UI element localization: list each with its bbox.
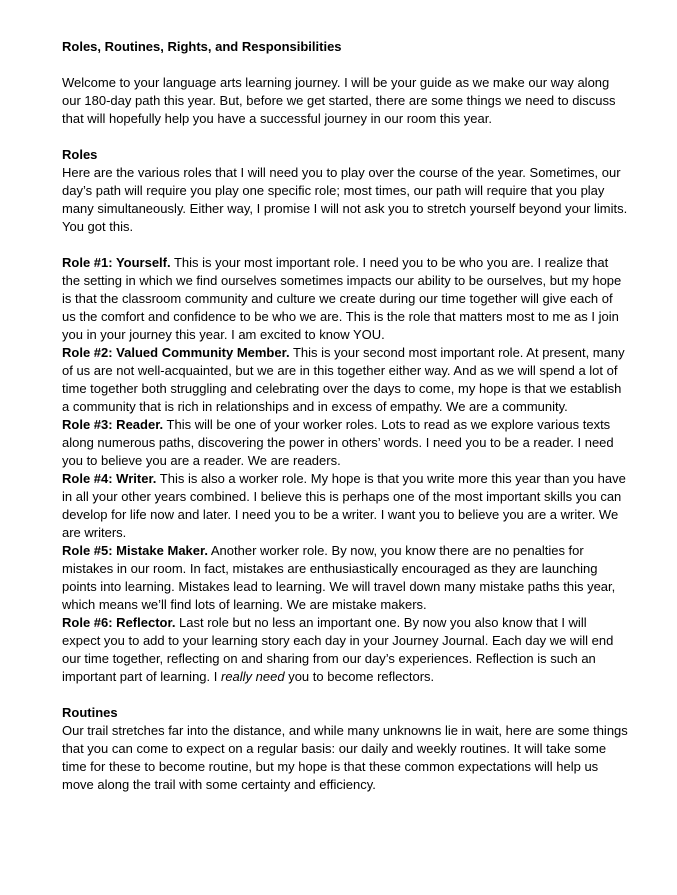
role-6-label: Role #6: Reflector. [62, 615, 176, 630]
document-title: Roles, Routines, Rights, and Responsibilities [62, 39, 342, 54]
spacer [62, 236, 628, 254]
role-6-paragraph [62, 614, 628, 686]
role-2-label: Role #2: Valued Community Member. [62, 345, 290, 360]
spacer [62, 128, 628, 146]
role-6-text-before: Last role but no less an important one. By now you also know that I will expect you to add to your learning story each day in your Journey Journal. Each day we will end our time together, reflecting on and sharing from our day’s experiences. Reflection is such an important part of learning. I [62, 615, 614, 684]
spacer [62, 56, 628, 74]
role-3-paragraph [62, 416, 628, 470]
document-page [62, 38, 628, 794]
role-1-text: This is your most important role. I need you to be who you are. I realize that the setting in which we find ourselves sometimes impacts our ability to be ourselves, but my hope is that the classroom community and culture we create during our time together will give each of us the comfort and confidence to be who we are. This is the role that matters most to me as I join you in your journey this year. I am excited to know YOU. [62, 255, 622, 342]
role-2-paragraph [62, 344, 628, 416]
role-5-label: Role #5: Mistake Maker. [62, 543, 208, 558]
role-6-emphasis: really need [220, 669, 285, 684]
role-4-label: Role #4: Writer. [62, 471, 157, 486]
role-5-paragraph [62, 542, 628, 614]
role-6-text-after: you to become reflectors. [284, 669, 435, 684]
roles-intro-paragraph: Here are the various roles that I will need you to play over the course of the year. Sometimes, our day’s path will require you play one specific role; most times, our path will require that you play many simultaneously. Either way, I promise I will not ask you to stretch yourself beyond your limits. You got this. [62, 165, 628, 234]
role-5-text: Another worker role. By now, you know there are no penalties for mistakes in our room. In fact, mistakes are enthusiastically encouraged as they are launching points into learning. Mistakes lead to learning. We will travel down many mistake paths this year, which means we’ll find lots of learning. We are mistake makers. [62, 543, 616, 612]
role-1-label: Role #1: Yourself. [62, 255, 171, 270]
routines-paragraph: Our trail stretches far into the distance, and while many unknowns lie in wait, here are some things that you can come to expect on a regular basis: our daily and weekly routines. It will take some time for these to become routine, but my hope is that these common expectations will help us move along the trail with some certainty and efficiency. [62, 723, 628, 792]
role-2-text: This is your second most important role. At present, many of us are not well-acquainted, but we are in this together either way. And as we will spend a lot of time together both struggling and celebrating over the days to come, my hope is that we establish a community that is rich in relationships and in excess of empathy. We are a community. [62, 345, 625, 414]
role-1-paragraph [62, 254, 628, 344]
role-3-label: Role #3: Reader. [62, 417, 164, 432]
spacer [62, 686, 628, 704]
role-3-text: This will be one of your worker roles. Lots to read as we explore various texts along numerous paths, discovering the power in others’ words. I need you to be a reader. I need you to believe you are a reader. We are readers. [62, 417, 614, 468]
role-4-text: This is also a worker role. My hope is that you write more this year than you have in all your other years combined. I believe this is perhaps one of the most important skills you can develop for life now and later. I need you to be a writer. I want you to believe you are a writer. We are writers. [62, 471, 626, 540]
roles-heading: Roles [62, 147, 98, 162]
role-4-paragraph [62, 470, 628, 542]
routines-heading: Routines [62, 705, 118, 720]
intro-paragraph: Welcome to your language arts learning journey. I will be your guide as we make our way along our 180-day path this year. But, before we get started, there are some things we need to discuss that will hopefully help you have a successful journey in our room this year. [62, 75, 616, 126]
